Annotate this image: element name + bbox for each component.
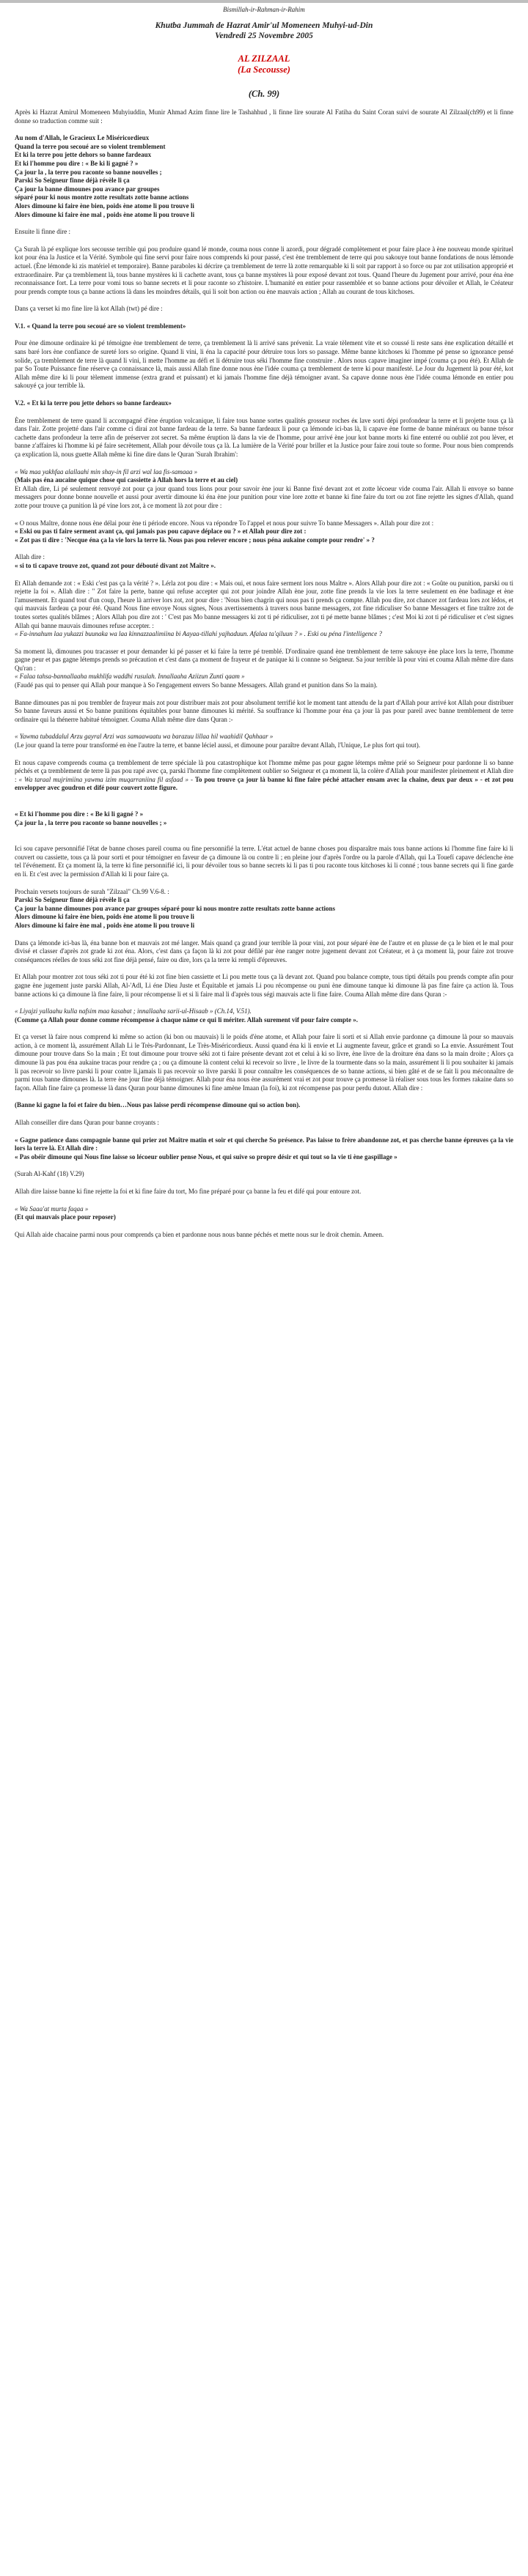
quote-translation: (Comme ça Allah pour donne comme récompense à chaque nâme ce qui li mériter. Allah surement vif pour faire compte ». <box>15 1015 358 1024</box>
paragraph: Et ça verset là faire nous comprend ki même so action (ki bon ou mauvais) li le poids d'ène atome, et Allah pour faire li sorti et si Allah envie pardonne ça dimoune là pour so mauvais action, à ce moment là, assurément Allah Li le Très-Pardonnant, Le Très-Miséricordieux. Aussi quand éna ki li envie et Li augmente faveur, grâce et grandi so La envie. Assurément Tout dimoune pour trouve dans So la main ; Et tout dimoune pour trouve séki zot ti faire présente devant zot et celui à ki so livre, ène livre de la droiture éna dans so la main droite ; Alors ça dimoune là pas pou éna aukaine tracas pour rendre ça ; ou ça dimoune là content celui ki recevoir so livre , le livre de la tourmente dans so la main, assurément li li pou souhaiter ki jamais li pas recevoir so livre parski li pour contre li,jamais li pas recevoir so livre parski li pour connaître les conséquences de so banne actions, si bien gâté et de se fait li pou méconnaître de parmi tous banne dimounes là. la terre ène jour fine déjà témoigner. Allah pour éna nous ène assurément vrai et zot pour trouve ça promesse là réaliser sous tous les formes rakaine dans so façon. Allah fine faire ça promesse là dans Quran pour banne dimounes ki fine amène Imaan (la foi), ki zot récompense pas pour perdu dutout. Allah dire : <box>15 1033 513 1092</box>
top-divider <box>0 0 528 3</box>
verse-line: Et ki l'homme pou dire : « Be ki li gagné ? » <box>15 159 139 167</box>
quote-translation: (Mais pas éna aucaine quique chose qui cassiette à Allah hors la terre et au ciel) <box>15 476 238 484</box>
verse-line: Parski So Seigneur finne déjà révèle li ça <box>15 177 130 185</box>
paragraph: Et Allah dire, Li pé seulement renvoyé zot pour ça jour quand tous lions pour pour savoir ène jour ki Banne fixé devant zot et zotte lécoeur vide couma l'air. Allah li envoye so banne messagers pour donne bonne nouvelle et aussi pour avertir dimoune ki éna ène jour punition pour vine lore zotte et banne ki fine faire du tort ou zot fine rejette les signes d'Allah, quand zotte pour trouve ça punition là pé vine lors zot, à ce moment là zot pour dire : <box>15 484 513 509</box>
paragraph: Pour ène dimoune ordinaire ki pé témoigne ène tremblement de terre, ça tremblement là li arrivé sans prévenir. La vraie tèlement vite et so coussé li reste sans ène explication détaillé et sans baré lors ène confiance de sureté lors so origine. Quand li vini, li éna la capacité pour détruire tous lors so passage. Même banne kitchoses ki l'homme pé pense so ignorance pensé solide, ça tremblement de terre là quand li vini, li mette l'homme au défi et li détruire tous séki l'homme fine construire . Alors nous capave imaginer impé (couma ça pou été). Et Allah de par So Toute Puissance fine réserve ça connaissance là, mais aussi Allah fine donne nous ène l'idée couma ça tremblement de terre ki pour manifesté. Le Jour du Jugement là pour été, kot Allah même dire ki li pour tèlement immense (extra grand et puissant) et ki jamais l'homme fine déjà témoigner avant. Sa capave donne nous ène l'idée couma lémonde en entier pou sakouyé ça jour terrible là. <box>15 339 513 390</box>
verse-heading: V.1. « Quand la terre pou secoué are so violent tremblement» <box>15 322 186 330</box>
paragraph: Allah conseiller dire dans Quran pour banne croyants : <box>15 1119 159 1127</box>
quote-line: « Eski ou pas ti faire serment avant ça, qui jamais pas pou capave déplace ou ? » et Allah pour dire zot : <box>15 528 307 536</box>
paragraph: Dans ça verset ki mo fine lire là kot Allah (twt) pé dire : <box>15 305 163 313</box>
verse-translation-block <box>15 134 513 219</box>
verse-line: Au nom d'Allah, le Gracieux Le Miséricordieux <box>15 134 150 142</box>
intro-paragraph: Après ki Hazrat Amirul Momeneen Muhyiuddin, Munir Ahmad Azim finne lire le Tashahhud , li finne lire sourate Al Fatiha du Saint Coran suivi de sourate Al Zilzaal(ch99) et li finne donne so traduction comme suit : <box>15 108 513 125</box>
surah-title-arabic: AL ZILZAAL <box>238 53 290 64</box>
paragraph-text: Et nous capave comprends couma ça tremblement de terre spéciale là pou catastrophique kot l'homme même pas pour gagne létemps même prié so Seigneur pour pardonne li so banne péchés et ça tremblement de terre là pas pou rapé avec ça, parski l'homme fine complètement oublier so Seigneur et ça moment là, la colère d'Allah pour manifester pleinement et Allah dire : <box>15 758 513 783</box>
quote-translation: (Le jour quand la terre pour transformé en ène l'autre la terre, et banne léciel aussi, et dimoune pour paraître devant Allah, l'Unique, Le plus fort qui tout). <box>15 741 421 750</box>
verse-line: Alors dimoune ki faire ène mal , poids ène atome li pou trouve li <box>15 921 195 929</box>
verse-line: Alors dimoune ki faire ène mal , poids ène atome li pou trouve li <box>15 210 195 218</box>
quote-translation: (Faudé pas qui to penser qui Allah pour manque à So l'engagement envers So banne Messagers. Allah grand et punition dans So la main). <box>15 681 378 689</box>
verse-line: Alors dimoune ki faire ène bien, poids ène atome li pou trouve li <box>15 201 194 210</box>
reference: (Surah Al-Kahf (18) V.29) <box>15 1170 84 1178</box>
quote-line: « Gagne patience dans compagnie banne qui prier zot Maître matin et soir et qui cherche So présence. Pas laisse to frère abandonne zot, et pas cherche banne épreuves ça la vie lors la terre là. Et Allah dire : <box>15 1136 513 1152</box>
summary-line: (Banne ki gagne la foi et faire du bien…Nous pas laisse perdi récompense dimoune qui so action bon). <box>15 1101 301 1109</box>
verse-heading: « Et ki l'homme pou dire : « Be ki li gagné ? » <box>15 810 144 818</box>
paragraph <box>15 759 513 793</box>
verse-line: Ça jour la banne dimounes pou avance par groupes <box>15 185 160 193</box>
paragraph: Ensuite li finne dire : <box>15 228 70 236</box>
quote-translation: (Et qui mauvais place pour reposer) <box>15 1213 116 1221</box>
verse-heading: V.2. « Et ki la terre pou jette dehors so banne fardeaux» <box>15 399 172 407</box>
paragraph: Banne dimounes pas ni pou trembler de frayeur mais zot pour distribuer mais zot pour absolument terrifié kot le moment tant attendu de la part d'Allah pour arrivé kot Allah pour distribuer So banne faveurs aussi et So banne punitions équitables pour banne dimounes ki mérité. Sa souffrance ki l'homme pour éna ça jour là pas pour pareil avec banne tremblement de terre ordinaire qui la thénerre habitué témoigner. Couma Allah même dire dans Quran :- <box>15 698 513 723</box>
arabic-quote: « Wa taraal mujrimiina yawma izim muqarraniina fil asfaad » - <box>18 775 193 783</box>
verse-line: Alors dimoune ki faire ène bien, poids ène atome li pou trouve li <box>15 913 194 921</box>
arabic-quote: « Wa Saaa'at murta faqaa » <box>15 1204 89 1213</box>
paragraph: Ène tremblement de terre quand li accompagné d'ène éruption volcanique, li faire tous banne sortes qualités grosseur roches éк lave sorti dépi profondeur la terre et li projette tous ça là dans l'air. Zotte projetté dans l'air comme ci dirai zot banne fardeau de la terre. Sa banne fardeaux li pour ça lémonde ici-bas là, li capave ène forme de banne minéraux ou banne trésor cachette dans profondeur la terre afin de préserver zot secret. Sa même éruption là dans la vie de l'homme, pour arrivé ène jour kot banne morts ki fine enterré ou oublié zot pou lèver, et banne z'affaires ki l'homme ki pé faire secrètement, Allah pour dévoile tous ça là. La lumière de la Vérité pour briller et la Justice pour faire zoui toute so forme. Pour nous bien comprends ça explication là, nous guette Allah même ki fine dire dans le Quran 'Surah Ibrahim': <box>15 416 513 458</box>
paragraph: Et Allah pour montrer zot tous séki zot ti pour été ki zot fine bien cassiette et Li pou mette tous ça là devant zot. Quand pou balance compte, tous tipti détails pou prends compte afin pour gagne ène jugement juste parski Allah, Al-'Adl, Li éne Dieu Juste et Équitable et jamais Li pou récompense ou puni ène dimoune tanque ki dimoune là pas fine faire ça action là. Tous banne actions ki ça dimoune là fine faire, li pour récompense li et si li faire mal li d'après tous ségi mauvais acte li fine faire. Couma Allah même dire dans Quran :- <box>15 973 513 998</box>
quote-line: « Zot pas ti dire : 'Necque éna ça la vie lors la terre là. Nous pas pou relever encore ; nous péna aukaine compte pour rendre' » ? <box>15 536 375 544</box>
verse-line: Parski So Seigneur finne déjà révèle li ça <box>15 896 130 904</box>
paragraph: Sa moment là, dimounes pou tracasser et pour demander ki pé passer et ki faire la terre pé tremblé. D'ordinaire quand ène tremblement de terre sakouye ène place lors la terre, l'homme gagne peur et pas gagne létemps prends so précaution et c'est dans ça moment de frayeur et de panique ki li connne so Seigneur. Sa jour terrible là pour vini et couma Allah même dire dans Qu'ran : <box>15 647 513 672</box>
khutba-title: Khutba Jummah de Hazrat Amir'ul Momeneen Muhyi-ud-Din <box>155 21 373 30</box>
verse-line: Ça jour la , la terre pou raconte so banne nouvelles ; <box>15 168 162 176</box>
paragraph: Allah dire : <box>15 553 45 561</box>
quote-line: « si to ti capave trouve zot, quand zot pour débouté divant zot Maître ». <box>15 561 216 569</box>
paragraph: Ici sou capave personnifié l'état de banne choses pareil couma ou fine personnifié la terre. L'état actuel de banne choses pou disparaître mais tous banne actions ki l'homme fine faire ki li couvert ou cassiette, tous ça là pour sorti et pour témoigner en faveur de ça dimoune là ou contre li ; en pleine jour d'après l'ordre ou la parole d'Allah, qui La Touefí capave déclenche ène tel l'événement. Et ça moment là, la terre ki fine personnifié ici, li pour dévoiler tous so banne secrets ki li pas ti pou raconte tous kitchoses ki li conné ; tous banne secrets qui li fine garde en li. Et c'est avec la permission d'Allah ki li pour faire ça. <box>15 845 513 878</box>
khutba-date: Vendredi 25 Novembre 2005 <box>215 32 313 40</box>
arabic-quote: « Liyajzi yallaahu kulla nafsim maa kasabat ; innallaaha sarii-ul-Hisaab » (Ch.14, V.51). <box>15 1007 252 1015</box>
verse-line: Quand la terre pou secoué are so violent tremblement <box>15 142 166 150</box>
arabic-quote: « Falaa tahsa-bannallaaha mukhlifa waddhi rusulah. Innallaaha Aziizun Zunti qaam » <box>15 673 245 681</box>
paragraph: Allah dire laisse banne ki fine rejette la foi et ki fine faire du tort, Mo fine préparé pour ça banne la feu et difé qui pour entoure zot. <box>15 1188 362 1195</box>
closing-prayer: Qui Allah aide chacaine parmi nous pour comprends ça bien et pardonne nous nous banne péchés et mette nous sur le droit chemin. Ameen. <box>15 1230 384 1238</box>
arabic-quote: « Yawma tubaddalul Arzu gayral Arzi was samaawaatu wa barazuu lillaa hil waahidil Qahhaar » <box>15 733 274 741</box>
arabic-quote: « Wa maa yakhfaa alallaahi min shay-in fil arzi wal laa fis-samaaa » <box>15 467 198 475</box>
verse-heading: Ça jour la , la terre pou raconte so banne nouvelles ; » <box>15 818 167 826</box>
paragraph: Dans ça lémonde ici-bas là, éna banne bon et mauvais zot mé langer. Mais quand ça grand jour terrible là pour vini, zot pour séparé ène de l'autre et en plusse de ça le bien et le mal pour divisé et classer d'après zot grade ki zot éna. Alors, c'est dans ça façon là ki zot pour défilé par ène ranger notre jugement devant zot Créateur, et à ça moment là, pour faire zot trouve conséquences réelles de tous séki zot fine déjà pensé, faire ou dire, lors ça la terre ki rempli d'épreuves. <box>15 939 513 963</box>
surah-title-french: (La Secousse) <box>238 64 290 75</box>
paragraph: Et Allah demande zot : « Eski c'est pas ça la vérité ? ». Lérla zot pou dire : « Mais oui, et nous faire serment lors nous Maître ». Alors Allah pour dire zot : « Goûte ou punition, parski ou ti rejette la foi ». Allah dire : " Zot faire la perte, banne qui refuse accepter qui zot pour joindre Allah ène jour, zotte fine prends la vie lors la terre seulement en ène badinage et ène l'amusement. Et quand tout d'un coup, l'heure là arriver lors zot, zot pour dire : 'Nous bien chagrin qui nous pas ti prends ça compte. Allah pou dire, zot chancer zot fardeau lors zot lédos, et qui mauvais fardeau ça pour été. Quand Nous fine envoye Nous signes, Nous avertissements à travers nous banne messagers, zot fine ridiculiser So banne Messagers et fine traître zot de toutes sortes qualités blâmes ; Alors Allah pou dire zot : ' C'est pas Mo banne messagers ki zot ti pé ridiculiser, zot ti pé mette banne blâmes ; c'est Moi ki zot ti pé ridiculiser et c'est signes Allah qui banne mauvais dimounes refuse accepter. : <box>15 579 513 629</box>
paragraph: Prochain versets toujours de surah "Zilzaal" Ch.99 V.6-8. : <box>15 887 169 895</box>
paragraph: Ça Surah là pé explique lors secousse terrible qui pou produire quand lé monde, couma nous conne li azordi, pour dégradé complètement et pour faire place à ène nouveau monde spirituel kot pour éna la Justice et la Vérité. Symbole qui fine servi pour faire nous comprends ki pour passé, c'est ène tremblement de terre qui pou sakouye tout banne fondations de nous lémonde actuel. (Ène lémonde ki zis matériel et temporaire). Banne paraboles ki décrire ça tremblement de terre là zotte remarquable ki li soit par rapport à so force ou par zot utilisation approprié et extraordinaire. Par ça tremblement là, tous banne mystères ki li cachette avant, tous ça banne mystères là pour exposé devant zot tous. Quand l'heure du Jugement pour arrivé, pour éna ène reconnaissance fort. La terre pour vomi tous so banne secrets et li pour raconte so z'histoire. L'humanité en entier pour rassemblée et so banne actions pour dévoiler et Allah, le Créateur pour prends compte tous ça banne actions là dans les moindres détails, qui li soit bon action ou ène mauvais action ; Allah au courant de tous kitchoses. <box>15 245 513 295</box>
verse-line: Ça jour la banne dimounes pou avance par groupes séparé pour ki nous montre zotte resultats zotte banne actions <box>15 904 336 912</box>
chapter-number: (Ch. 99) <box>248 89 280 99</box>
paragraph: « O nous Maître, donne nous ène délai pour ène ti période encore. Nous va répondre To l'appel et nous pour suivre To banne Messagers ». Allah pour dire zot : <box>15 519 434 527</box>
verse-line: séparé pour ki nous montre zotte resultats zotte banne actions <box>15 193 189 201</box>
quote-line: « Pas obéir dimoune qui Nous fine laisse so lécoeur oublier pense Nous, et qui suive so propre désir et qui tout so la vie ti ène gaspillage » <box>15 1152 397 1161</box>
arabic-quote: « Fa-innahum laa yukazzi buunaka wa laa kinnazzaalimiina bi Aayaa-tillahi yajhaduun. Afalaa ta'qiluun ? » . Eski ou péna l'intelligence ? <box>15 630 382 638</box>
bismillah-line: Bismillah-ir-Rahman-ir-Rahim <box>223 6 305 13</box>
verse-line: Et ki la terre pou jette dehors so banne fardeaux <box>15 151 152 159</box>
quote-translation: To pou trouve ça jour là banne ki fine faire péché attacher ensam avec la chaine, deux par deux » - et zot pou envelopper avec goudron et difé pour couvert zotte figure. <box>15 775 513 792</box>
